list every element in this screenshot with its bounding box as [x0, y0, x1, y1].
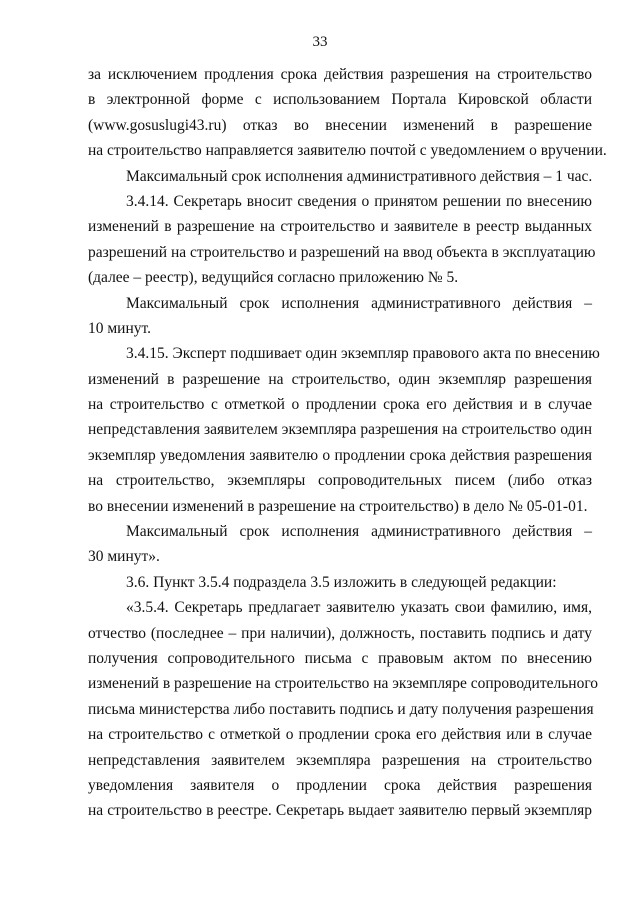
text-line: изменений в разрешение на строительство и заявителе в реестр выданных [88, 218, 592, 236]
text-line: 3.4.14. Секретарь вносит сведения о принятом решении по внесению [126, 192, 592, 210]
text-line: разрешений на строительство и разрешений на ввод объекта в эксплуатацию [88, 243, 596, 261]
text-line: на строительство с отметкой о продлении срока его действия или в случае [88, 726, 592, 744]
text-line: на строительство, экземпляры сопроводительных писем (либо отказ [88, 472, 592, 490]
text-line: 3.6. Пункт 3.5.4 подраздела 3.5 изложить в следующей редакции: [126, 573, 557, 591]
text-line: 30 минут». [88, 548, 160, 566]
text-line: непредставления заявителем экземпляра разрешения на строительство [88, 751, 592, 769]
text-line: письма министерства либо поставить подпись и дату получения разрешения [88, 700, 594, 718]
text-line: Максимальный срок исполнения административного действия – [126, 523, 592, 541]
text-line: 10 минут. [88, 319, 152, 337]
text-line: непредставления заявителем экземпляра разрешения на строительство один [88, 421, 592, 439]
text-line: (www.gosuslugi43.ru) отказ во внесении изменений в разрешение [88, 116, 592, 134]
text-line: отчество (последнее – при наличии), должность, поставить подпись и дату [88, 624, 592, 642]
page-number: 33 [312, 34, 328, 50]
text-line: Максимальный срок исполнения административного действия – 1 час. [126, 167, 593, 185]
text-line: изменений в разрешение на строительство на экземпляре сопроводительного [88, 675, 599, 693]
text-line: за исключением продления срока действия разрешения на строительство [88, 66, 592, 83]
text-line: уведомления заявителя о продлении срока действия разрешения [88, 776, 592, 794]
text-line: изменений в разрешение на строительство, один экземпляр разрешения [88, 370, 592, 388]
text-line: экземпляр уведомления заявителю о продлении срока действия разрешения [88, 446, 592, 464]
text-line: Максимальный срок исполнения административного действия – [126, 294, 592, 312]
text-line: «3.5.4. Секретарь предлагает заявителю указать свои фамилию, имя, [126, 599, 592, 617]
text-line: получения сопроводительного письма с правовым актом по внесению [88, 649, 592, 667]
text-line: 3.4.15. Эксперт подшивает один экземпляр правового акта по внесению [126, 345, 600, 363]
text-line: на строительство направляется заявителю почтой с уведомлением о вручении. [88, 142, 607, 160]
text-line: в электронной форме с использованием Портала Кировской области [88, 91, 592, 109]
text-line: на строительство в реестре. Секретарь выдает заявителю первый экземпляр [88, 802, 592, 820]
body-text [88, 62, 607, 824]
text-line: во внесении изменений в разрешение на строительство) в дело № 05-01-01. [88, 497, 588, 515]
text-line: на строительство с отметкой о продлении срока его действия и в случае [88, 396, 592, 414]
text-line: (далее – реестр), ведущийся согласно приложению № 5. [88, 269, 459, 287]
